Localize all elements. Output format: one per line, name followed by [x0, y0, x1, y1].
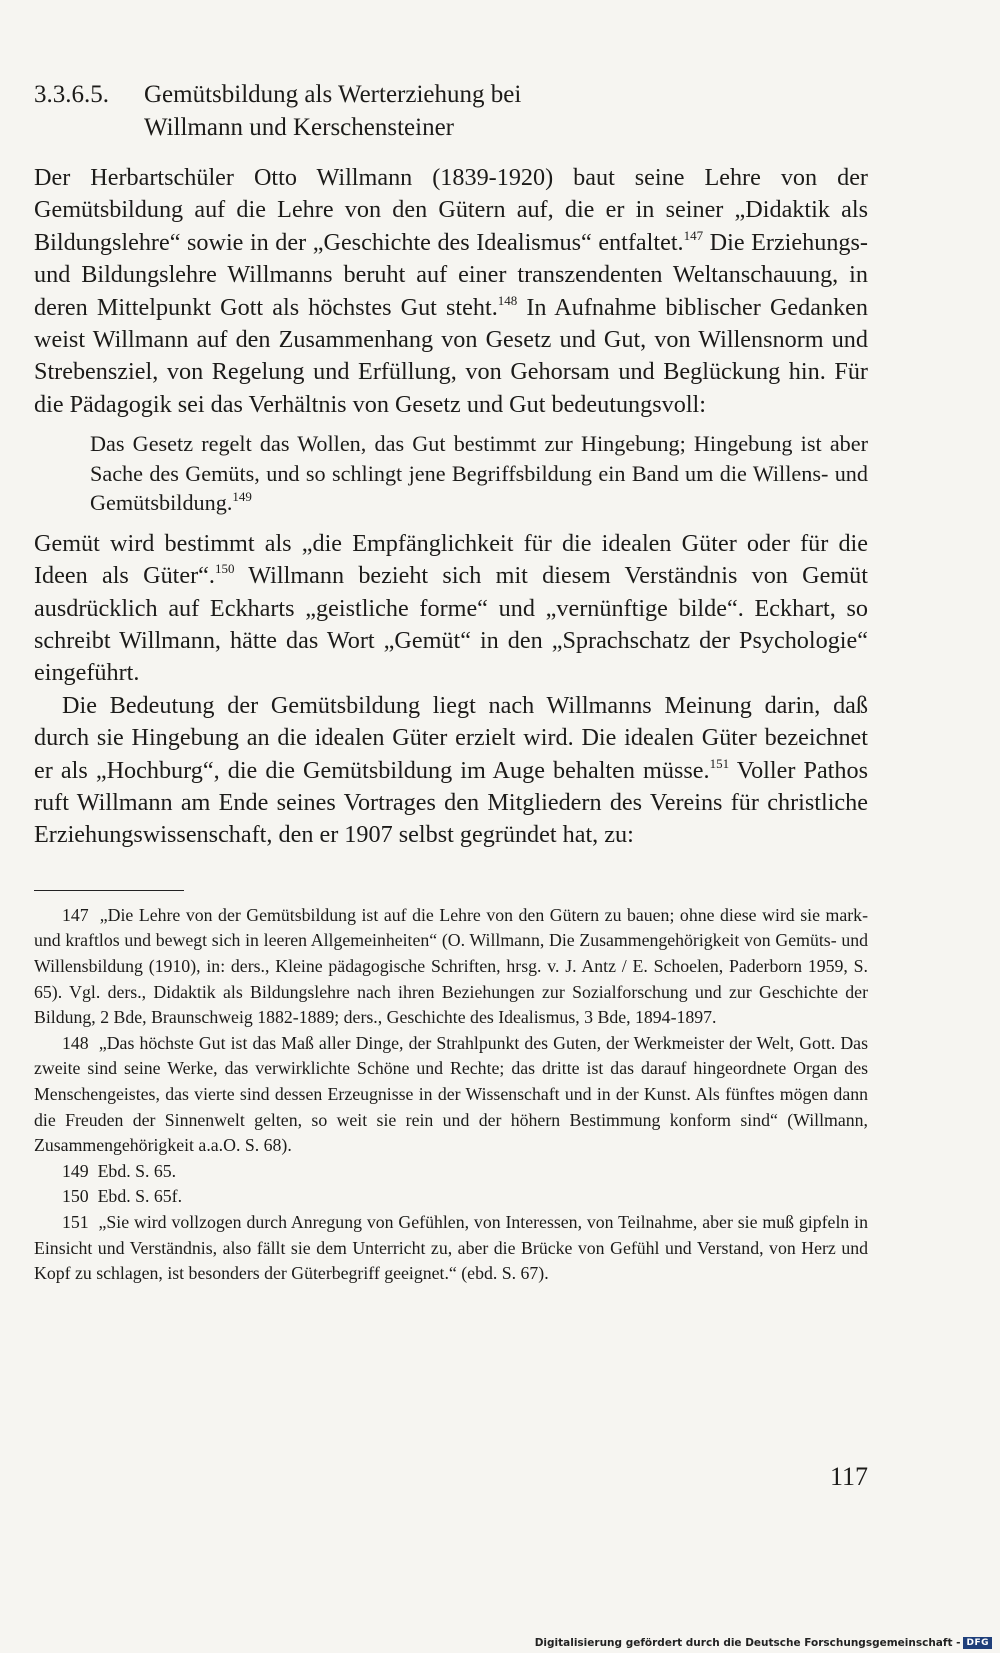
footnote-ref-148[interactable]: 148	[497, 292, 518, 308]
footnote-ref-147[interactable]: 147	[683, 227, 704, 243]
page-content	[34, 78, 868, 1287]
paragraph-1-text-b: Die Erziehungs- und Bildungslehre Willmanns beruht auf einer transzendenten Weltanschauung, in deren Mittelpunkt Gott als höchstes Gut steht.	[34, 228, 868, 321]
footnote-text: Ebd. S. 65f.	[97, 1186, 183, 1207]
paragraph-3-text-a: Die Bedeutung der Gemütsbildung liegt nach Willmanns Meinung darin, daß durch sie Hingebung an die idealen Güter erzielt wird. Die idealen Güter bezeichnet er als „Hochburg“, die die Gemütsbildung im Auge behalten müsse.	[34, 691, 868, 784]
digitization-footer	[535, 1637, 992, 1649]
footnote-147	[34, 903, 868, 1031]
footnote-148	[34, 1031, 868, 1159]
footnote-ref-151[interactable]: 151	[709, 755, 730, 771]
paragraph-3-text-b: Voller Pathos ruft Willmann am Ende seines Vortrages den Mitgliedern des Vereins für christliche Erziehungswissenschaft, den er 1907 selbst gegründet hat, zu:	[34, 756, 869, 849]
body-text	[34, 162, 868, 852]
section-heading	[34, 78, 868, 144]
section-title-line-1: Gemütsbildung als Werterziehung bei	[144, 81, 522, 108]
footnote-151	[34, 1210, 868, 1287]
section-number: 3.3.6.5.	[34, 81, 109, 108]
footnotes	[34, 903, 868, 1287]
footnote-150	[34, 1184, 868, 1210]
footnote-ref-150[interactable]: 150	[214, 561, 235, 577]
dfg-logo-icon: DFG	[963, 1637, 992, 1649]
footnote-number: 149	[62, 1160, 89, 1181]
paragraph-1	[34, 162, 868, 421]
footnote-divider	[34, 890, 184, 891]
paragraph-1-text-a: Der Herbartschüler Otto Willmann (1839-1920) baut seine Lehre von der Gemütsbildung auf die Lehre von den Gütern auf, die er in seiner „Didaktik als Bildungslehre“ sowie in der „Geschichte des Idealismus“ entfaltet.	[34, 164, 868, 256]
footnote-number: 147	[62, 904, 89, 925]
paragraph-2-text-a: Gemüt wird bestimmt als „die Empfänglichkeit für die idealen Güter oder für die Ideen als Güter“.	[34, 529, 868, 590]
footnote-ref-149[interactable]: 149	[232, 488, 252, 504]
paragraph-2	[34, 528, 868, 690]
page-number: 117	[829, 1462, 868, 1491]
footnote-number: 150	[62, 1186, 89, 1207]
footnote-number: 148	[62, 1032, 89, 1053]
section-title-line-2: Willmann und Kerschensteiner	[144, 114, 455, 141]
footnote-149	[34, 1159, 868, 1185]
paragraph-3	[34, 690, 868, 852]
footnote-text: „Die Lehre von der Gemütsbildung ist auf die Lehre von den Gütern zu bauen; ohne diese wird sie mark- und kraftlos und bewegt sich in leeren Allgemeinheiten“ (O. Willmann, Die Zusammengehörigkeit von Gemüts- und Willensbildung (1910), in: ders., Kleine pädagogische Schriften, hrsg. v. J. Antz / E. Schoelen, Paderborn 1959, S. 65). Vgl. ders., Didaktik als Bildungslehre nach ihren Beziehungen zur Sozialforschung und zur Geschichte der Bildung, 2 Bde, Braunschweig 1882-1889; ders., Geschichte des Idealismus, 3 Bde, 1894-1897.	[34, 904, 868, 1028]
footnote-text: Ebd. S. 65.	[97, 1160, 177, 1181]
paragraph-1-text-c: In Aufnahme biblischer Gedanken weist Willmann auf den Zusammenhang von Gesetz und Gut, von Willensnorm und Strebensziel, von Regelung und Erfüllung, von Gehorsam und Beglückung hin. Für die Pädagogik sei das Verhältnis von Gesetz und Gut bedeutungsvoll:	[34, 293, 868, 418]
block-quote	[90, 429, 868, 518]
paragraph-2-text-b: Willmann bezieht sich mit diesem Verständnis von Gemüt ausdrücklich auf Eckharts „geistliche forme“ und „vernünftige bilde“. Eckhart, so schreibt Willmann, hätte das Wort „Gemüt“ in den „Sprachschatz der Psychologie“ eingeführt.	[34, 562, 868, 687]
footnote-text: „Sie wird vollzogen durch Anregung von Gefühlen, von Interessen, von Teilnahme, aber sie muß gipfeln in Einsicht und Verständnis, also fällt sie dem Unterricht zu, aber die Brücke von Gefühl und Verstand, von Herz und Kopf zu schlagen, ist besonders der Güterbegriff geeignet.“ (ebd. S. 67).	[34, 1211, 868, 1284]
section-title	[144, 78, 564, 144]
footnote-text: „Das höchste Gut ist das Maß aller Dinge, der Strahlpunkt des Guten, der Werkmeister der Welt, Gott. Das zweite sind seine Werke, das verwirklichte Schöne und Rechte; das dritte ist das darauf hingeordnete Organ des Menschengeistes, das vierte sind dessen Erzeugnisse in der Wissenschaft und in der Kunst. Als fünftes mögen dann die Freuden der Sinnenwelt gelten, so weit sie rein und der höhern Bestimmung konform sind“ (Willmann, Zusammengehörigkeit a.a.O. S. 68).	[34, 1032, 868, 1156]
block-quote-text: Das Gesetz regelt das Wollen, das Gut bestimmt zur Hingebung; Hingebung ist aber Sache des Gemüts, und so schlingt jene Begriffsbildung ein Band um die Willens- und Gemütsbildung.	[90, 431, 868, 516]
footnote-number: 151	[62, 1211, 89, 1232]
footer-text: Digitalisierung gefördert durch die Deutsche Forschungsgemeinschaft -	[534, 1637, 961, 1649]
